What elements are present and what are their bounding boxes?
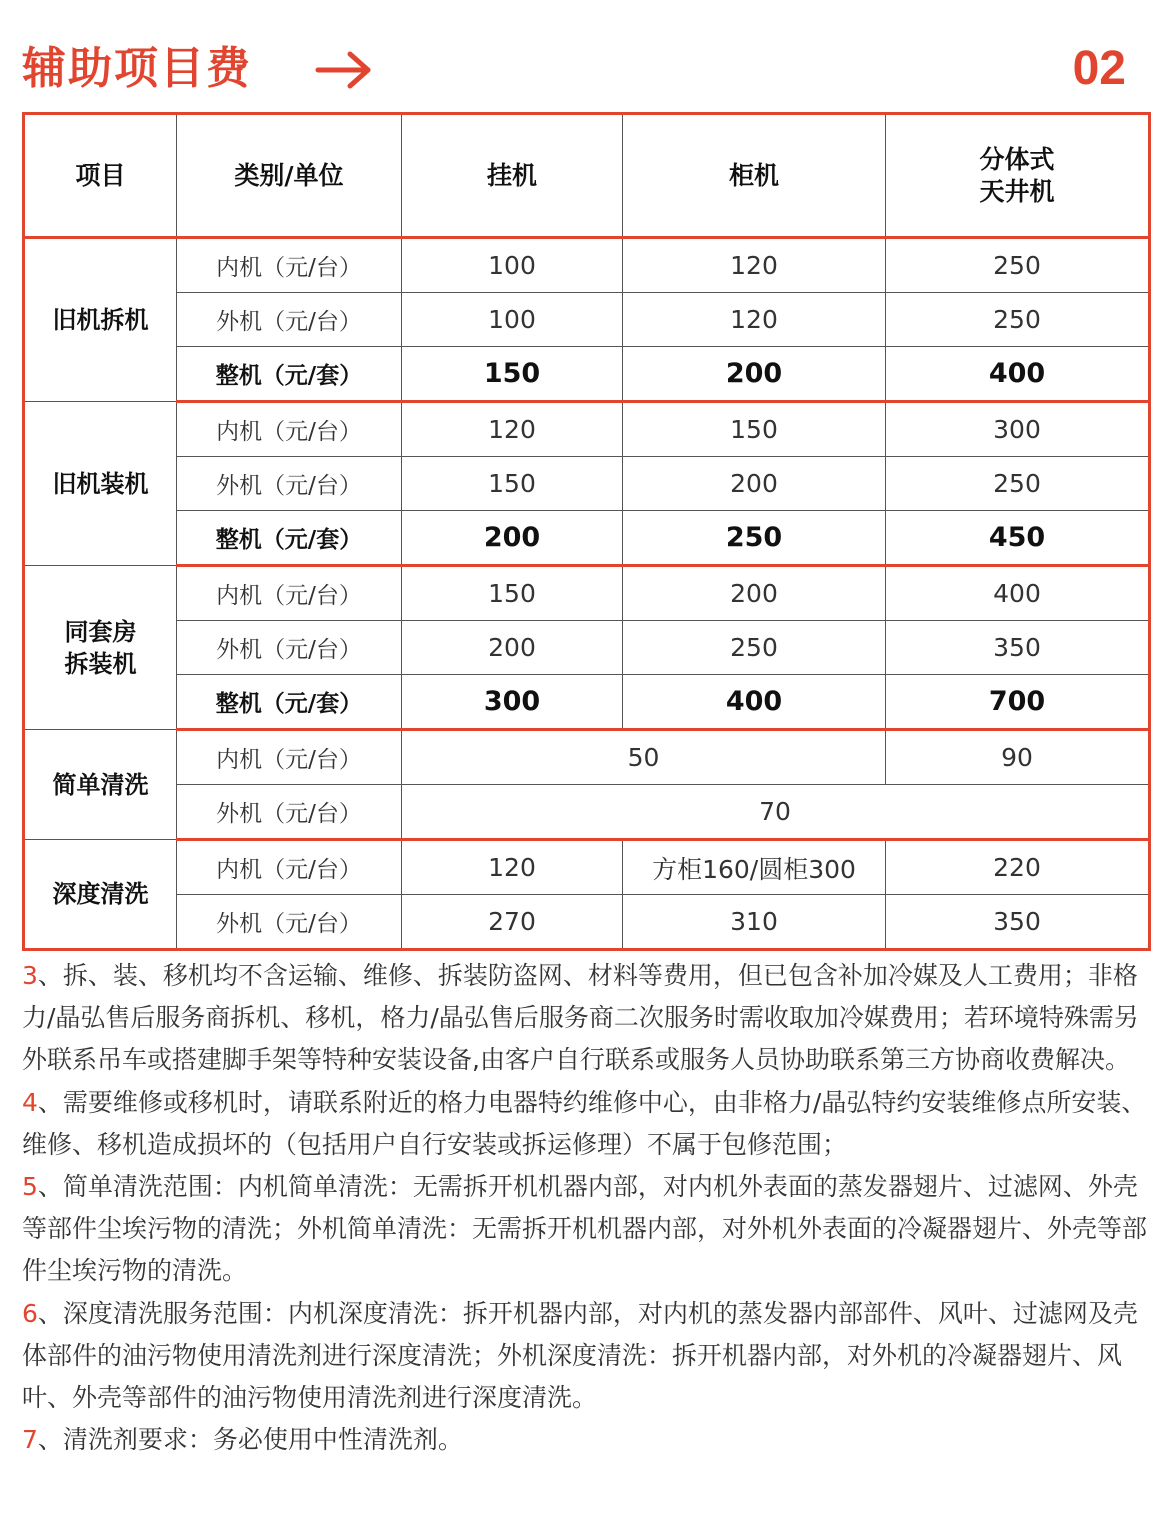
hang-cell: 120 xyxy=(402,840,623,895)
ceiling-cell: 400 xyxy=(886,566,1150,621)
category-cell: 内机（元/台） xyxy=(177,840,402,895)
cabinet-cell: 310 xyxy=(623,895,886,950)
table-row xyxy=(24,895,1150,950)
cabinet-cell: 250 xyxy=(623,621,886,675)
table-row-total xyxy=(24,347,1150,402)
hang-cell: 200 xyxy=(402,511,623,566)
all-types-cell: 70 xyxy=(402,785,1150,840)
note-text: 、清洗剂要求：务必使用中性清洗剂。 xyxy=(37,1425,463,1455)
header-ceiling-line1: 分体式 xyxy=(979,144,1055,174)
page-header xyxy=(22,38,1132,100)
hang-cell: 300 xyxy=(402,675,623,730)
header-hang: 挂机 xyxy=(402,114,623,238)
ceiling-cell: 220 xyxy=(886,840,1150,895)
price-table xyxy=(22,112,1151,951)
group-name xyxy=(24,566,177,730)
cabinet-cell: 200 xyxy=(623,347,886,402)
table-row xyxy=(24,840,1150,895)
hang-cell: 150 xyxy=(402,347,623,402)
table-row xyxy=(24,621,1150,675)
note-item xyxy=(22,955,1150,1082)
hang-cell: 270 xyxy=(402,895,623,950)
group-name: 深度清洗 xyxy=(24,840,177,950)
hang-cell: 100 xyxy=(402,238,623,293)
category-cell: 整机（元/套） xyxy=(177,511,402,566)
hang-cabinet-cell: 50 xyxy=(402,730,886,785)
cabinet-cell: 200 xyxy=(623,457,886,511)
ceiling-cell: 250 xyxy=(886,457,1150,511)
note-number: 3 xyxy=(22,961,38,990)
category-cell: 内机（元/台） xyxy=(177,730,402,785)
note-number: 5 xyxy=(22,1172,38,1202)
right-arrow-icon xyxy=(314,48,374,92)
table-row xyxy=(24,402,1150,457)
group-name: 旧机装机 xyxy=(24,402,177,566)
header-category: 类别/单位 xyxy=(177,114,402,238)
note-item xyxy=(22,1082,1150,1166)
category-cell: 内机（元/台） xyxy=(177,566,402,621)
cabinet-cell: 200 xyxy=(623,566,886,621)
category-cell: 内机（元/台） xyxy=(177,402,402,457)
cabinet-cell: 400 xyxy=(623,675,886,730)
cabinet-cell: 方柜160/圆柜300 xyxy=(623,840,886,895)
table-row xyxy=(24,238,1150,293)
cabinet-cell: 250 xyxy=(623,511,886,566)
notes-section xyxy=(22,955,1150,1461)
table-row xyxy=(24,457,1150,511)
hang-cell: 120 xyxy=(402,402,623,457)
cabinet-cell: 150 xyxy=(623,402,886,457)
category-cell: 整机（元/套） xyxy=(177,347,402,402)
ceiling-cell: 90 xyxy=(886,730,1150,785)
note-item xyxy=(22,1293,1150,1420)
note-text: 、深度清洗服务范围：内机深度清洗：拆开机器内部，对内机的蒸发器内部部件、风叶、过滤网及壳体部件的油污物使用清洗剂进行深度清洗；外机深度清洗：拆开机器内部，对外机的冷凝器翅片、风叶、外壳等部件的油污物使用清洗剂进行深度清洗。 xyxy=(22,1298,1138,1413)
note-item xyxy=(22,1419,1150,1461)
ceiling-cell: 350 xyxy=(886,621,1150,675)
header-cabinet: 柜机 xyxy=(623,114,886,238)
note-text: 、拆、装、移机均不含运输、维修、拆装防盗网、材料等费用，但已包含补加冷媒及人工费用；非格力/晶弘售后服务商拆机、移机，格力/晶弘售后服务商二次服务时需收取加冷媒费用；若环境特殊需另外联系吊车或搭建脚手架等特种安装设备,由客户自行联系或服务人员协助联系第三方协商收费解决。 xyxy=(22,961,1139,1075)
hang-cell: 100 xyxy=(402,293,623,347)
header-item: 项目 xyxy=(24,114,177,238)
table-row xyxy=(24,730,1150,785)
ceiling-cell: 350 xyxy=(886,895,1150,950)
group-name-line2: 拆装机 xyxy=(64,649,137,678)
note-number: 4 xyxy=(22,1087,38,1117)
table-row xyxy=(24,785,1150,840)
table-row xyxy=(24,566,1150,621)
ceiling-cell: 400 xyxy=(886,347,1150,402)
ceiling-cell: 300 xyxy=(886,402,1150,457)
note-number: 7 xyxy=(22,1425,38,1455)
ceiling-cell: 250 xyxy=(886,238,1150,293)
note-number: 6 xyxy=(22,1298,38,1328)
header-ceiling-line2: 天井机 xyxy=(979,176,1055,206)
ceiling-cell: 450 xyxy=(886,511,1150,566)
note-item xyxy=(22,1166,1150,1293)
group-name-line1: 同套房 xyxy=(64,617,137,646)
ceiling-cell: 700 xyxy=(886,675,1150,730)
hang-cell: 150 xyxy=(402,457,623,511)
category-cell: 外机（元/台） xyxy=(177,293,402,347)
group-name: 旧机拆机 xyxy=(24,238,177,402)
cabinet-cell: 120 xyxy=(623,293,886,347)
note-text: 、简单清洗范围：内机简单清洗：无需拆开机机器内部，对内机外表面的蒸发器翅片、过滤网、外壳等部件尘埃污物的清洗；外机简单清洗：无需拆开机机器内部，对外机外表面的冷凝器翅片、外壳等部件尘埃污物的清洗。 xyxy=(22,1172,1148,1286)
cabinet-cell: 120 xyxy=(623,238,886,293)
header-ceiling xyxy=(886,114,1150,238)
category-cell: 外机（元/台） xyxy=(177,785,402,840)
category-cell: 内机（元/台） xyxy=(177,238,402,293)
category-cell: 外机（元/台） xyxy=(177,621,402,675)
hang-cell: 200 xyxy=(402,621,623,675)
category-cell: 整机（元/套） xyxy=(177,675,402,730)
ceiling-cell: 250 xyxy=(886,293,1150,347)
page-number: 02 xyxy=(1072,42,1126,95)
page-title: 辅助项目费 xyxy=(22,43,252,94)
table-row-total xyxy=(24,511,1150,566)
table-header-row xyxy=(24,114,1150,238)
category-cell: 外机（元/台） xyxy=(177,895,402,950)
table-row-total xyxy=(24,675,1150,730)
category-cell: 外机（元/台） xyxy=(177,457,402,511)
note-text: 、需要维修或移机时，请联系附近的格力电器特约维修中心，由非格力/晶弘特约安装维修点所安装、维修、移机造成损坏的（包括用户自行安装或拆运修理）不属于包修范围； xyxy=(22,1087,1147,1159)
table-row xyxy=(24,293,1150,347)
group-name: 简单清洗 xyxy=(24,730,177,840)
hang-cell: 150 xyxy=(402,566,623,621)
